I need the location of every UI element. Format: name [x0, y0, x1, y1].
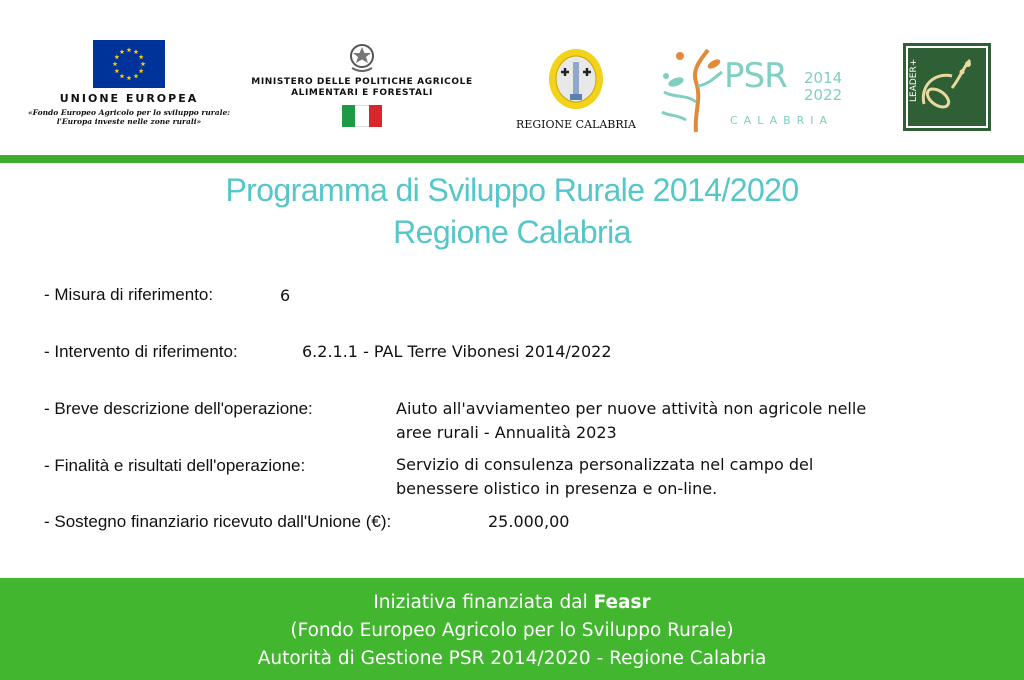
page-title: Programma di Sviluppo Rurale 2014/2020 — [225, 172, 799, 208]
eu-subtitle — [20, 108, 238, 126]
field-misura-value: 6 — [280, 286, 291, 305]
leader-logo-icon — [902, 42, 992, 132]
ministero-text — [236, 77, 488, 99]
psr-logo — [656, 42, 856, 134]
field-misura-label: - Misura di riferimento: — [44, 285, 214, 304]
regione-text: REGIONE CALABRIA — [516, 118, 636, 131]
eu-title: UNIONE EUROPEA — [59, 92, 199, 105]
psr-region: CALABRIA — [730, 114, 834, 127]
field-sostegno-value: 25.000,00 — [488, 512, 570, 531]
eu-logo — [20, 40, 238, 126]
italian-flag-icon — [342, 105, 382, 127]
italian-emblem-icon — [347, 40, 377, 74]
ministero-logo — [236, 40, 488, 127]
psr-year-start: 2014 — [804, 69, 843, 87]
footer-line1-prefix: Iniziativa finanziata dal — [373, 592, 594, 613]
field-sostegno-label: - Sostegno finanziario ricevuto dall'Unione (€): — [44, 512, 392, 531]
ministero-line1: MINISTERO DELLE POLITICHE AGRICOLE — [251, 77, 473, 87]
field-descrizione-value-line2: aree rurali - Annualità 2023 — [396, 423, 617, 442]
logo-bar — [0, 0, 1024, 155]
eu-subtitle-line2: l'Europa investe nelle zone rurali» — [56, 117, 202, 126]
regione-crest-icon — [547, 48, 605, 110]
regione-logo — [508, 48, 644, 131]
psr-years — [804, 70, 842, 104]
field-intervento-value: 6.2.1.1 - PAL Terre Vibonesi 2014/2022 — [302, 342, 612, 361]
footer-line3: Autorità di Gestione PSR 2014/2020 - Regione Calabria — [257, 648, 767, 669]
green-divider — [0, 155, 1024, 163]
ministero-line2: ALIMENTARI E FORESTALI — [291, 88, 433, 98]
footer — [0, 578, 1024, 680]
field-finalita-label: - Finalità e risultati dell'operazione: — [44, 456, 306, 475]
footer-feasr: Feasr — [593, 592, 651, 613]
field-finalita-value-line2: benessere olistico in presenza e on-line. — [396, 479, 718, 498]
plant-icon — [656, 42, 728, 134]
leader-text: LEADER+ — [909, 58, 919, 102]
eu-subtitle-line1: «Fondo Europeo Agricolo per lo sviluppo rurale: — [27, 108, 231, 117]
footer-line1 — [0, 589, 1024, 617]
psr-label: PSR — [724, 56, 787, 96]
field-finalita-value-line1: Servizio di consulenza personalizzata nel campo del — [396, 455, 814, 474]
field-descrizione-value-line1: Aiuto all'avviamenteo per nuove attività non agricole nelle — [396, 399, 867, 418]
psr-year-end: 2022 — [804, 86, 843, 104]
page-subtitle: Regione Calabria — [393, 214, 631, 250]
eu-flag-icon — [93, 40, 165, 88]
field-descrizione-label: - Breve descrizione dell'operazione: — [44, 399, 313, 418]
field-intervento-label: - Intervento di riferimento: — [44, 342, 238, 361]
footer-line2: (Fondo Europeo Agricolo per lo Sviluppo Rurale) — [290, 620, 734, 641]
